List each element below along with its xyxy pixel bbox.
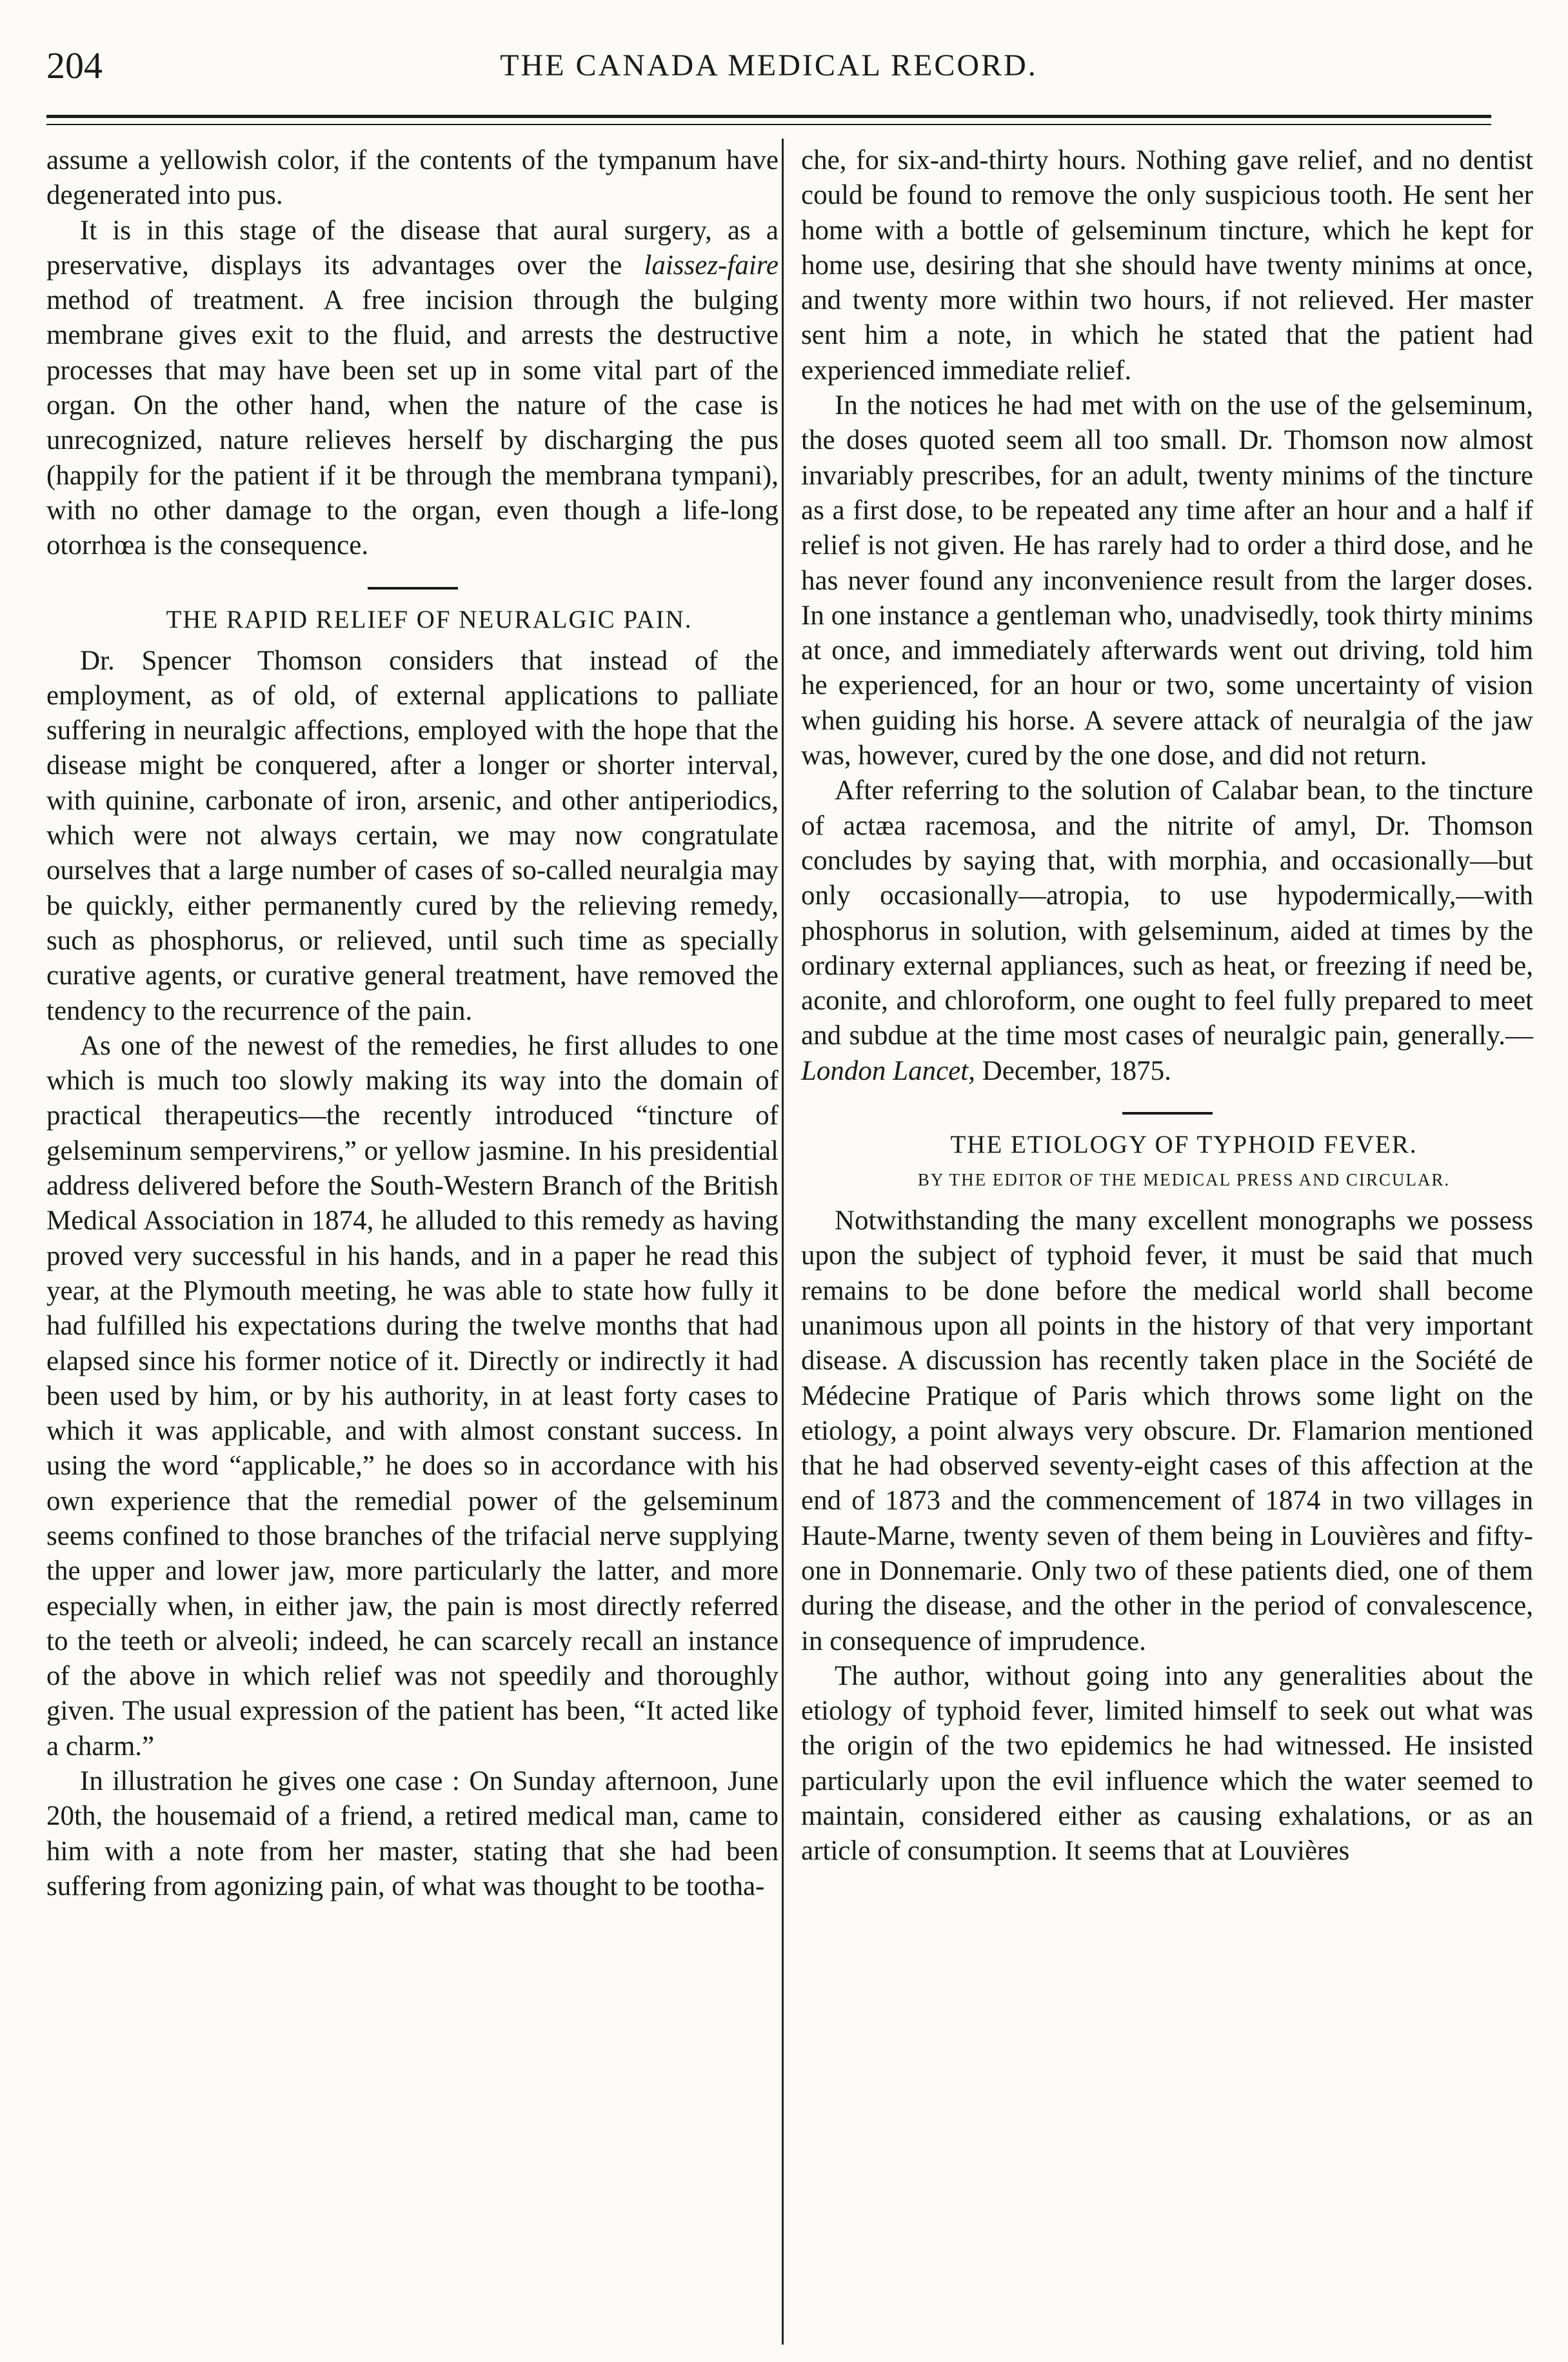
header-rule-thin: [46, 124, 1491, 125]
header-rule-thick: [46, 115, 1491, 118]
paragraph: [46, 213, 779, 564]
column-divider: [782, 139, 784, 2345]
citation-source: London Lancet,: [801, 1055, 975, 1086]
paragraph: Notwithstanding the many excellent monographs we possess upon the subject of typhoid fever, it must be said that much remains to be done before the medical world shall become unanimous upon all points in the history of that very important disease. A discussion has recently taken place in the Société de Médecine Pratique of Paris which throws some light on the etiology, a point always very obscure. Dr. Flamarion mentioned that he had observed seventy-eight cases of this affection at the end of 1873 and the commencement of 1874 in two villages in Haute-Marne, twenty seven of them being in Louvières and fifty-one in Donnemarie. Only two of these patients died, one of them during the disease, and the other in the period of convalescence, in consequence of imprudence.: [801, 1206, 1533, 1656]
paragraph: assume a yellowish color, if the contents of the tympanum have degenerated into pus.: [46, 145, 779, 211]
section-heading: THE RAPID RELIEF OF NEURALGIC PAIN.: [166, 605, 693, 633]
byline: BY THE EDITOR OF THE MEDICAL PRESS AND CIRCULAR.: [917, 1170, 1451, 1190]
paragraph: che, for six-and-thirty hours. Nothing gave relief, and no dentist could be found to remove the only suspicious tooth. He sent her home with a bottle of gelseminum tincture, which he kept for home use, desiring that she should have twenty minims at once, and twenty more within two hours, if not relieved. Her master sent him a note, in which he stated that the patient had experienced immediate relief.: [801, 145, 1533, 386]
paragraph: Dr. Spencer Thomson considers that instead of the employment, as of old, of external applications to palliate suffering in neuralgic affections, employed with the hope that the disease might be conquered, after a longer or shorter interval, with quinine, carbonate of iron, arsenic, and other antiperiodics, which were not always certain, we may now congratulate ourselves that a large number of cases of so-called neuralgia may be quickly, either permanently cured by the relieving remedy, such as phosphorus, or relieved, until such time as specially curative agents, or curative general treatment, have removed the tendency to the recurrence of the pain.: [46, 645, 779, 1026]
italic-term: laissez-faire: [644, 250, 779, 281]
text-run: After referring to the solution of Calabar bean, to the tincture of actæa racemosa, and the nitrite of amyl, Dr. Thomson concludes by saying that, with morphia, and occasionally—but only occasionally—atropia, to use hypodermically,—with phosphorus in solution, with gelseminum, aided at times by the ordinary external appliances, such as heat, or freezing if need be, aconite, and chloroform, one ought to feel fully prepared to meet and subdue at the time most cases of neuralgic pain, generally.—: [801, 775, 1533, 1051]
paragraph: As one of the newest of the remedies, he first alludes to one which is much too slowly making its way into the domain of practical therapeutics—the recently introduced “tincture of gelseminum sempervirens,” or yellow jasmine. In his presidential address delivered before the South-Western Branch of the British Medical Association in 1874, he alluded to this remedy as having proved very successful in his hands, and in a paper he read this year, at the Plymouth meeting, he was able to state how fully it had fulfilled his expectations during the twelve months that had elapsed since his former notice of it. Directly or indirectly it had been used by him, or by his authority, in at least forty cases to which it was applicable, and with almost constant success. In using the word “applicable,” he does so in accordance with his own experience that the remedial power of the gelseminum seems confined to those branches of the trifacial nerve supplying the upper and lower jaw, more particularly the latter, and more especially when, in either jaw, the pain is most directly referred to the teeth or alveoli; indeed, he can scarcely recall an instance of the above in which relief was not speedily and thoroughly given. The usual expression of the patient has been, “It acted like a charm.”: [46, 1030, 779, 1762]
paragraph: In illustration he gives one case : On Sunday afternoon, June 20th, the housemaid of a friend, a retired medical man, came to him with a note from her master, stating that she had been suffering from agonizing pain, of what was thought to be tootha-: [46, 1766, 779, 1901]
text-run: method of treatment. A free incision through the bulging membrane gives exit to the fluid, and arrests the destructive processes that may have been set up in some vital part of the organ. On the other hand, when the nature of the case is unrecognized, nature relieves herself by discharging the pus (happily for the patient if it be through the membrana tympani), with no other damage to the organ, even though a life-long otorrhœa is the consequence.: [46, 285, 779, 561]
left-column: [46, 143, 779, 1904]
page-header: [46, 39, 1491, 103]
page-number: 204: [46, 45, 103, 86]
paragraph: [801, 773, 1533, 1089]
text-run: December, 1875.: [975, 1055, 1171, 1086]
running-head: THE CANADA MEDICAL RECORD.: [500, 48, 1038, 83]
paragraph: In the notices he had met with on the use of the gelseminum, the doses quoted seem all too small. Dr. Thomson now almost invariably prescribes, for an adult, twenty minims of the tincture as a first dose, to be repeated any time after an hour and a half if relief is not given. He has rarely had to order a third dose, and he has never found any inconvenience result from the larger doses. In one instance a gentleman who, unadvisedly, took thirty minims at once, and immediately afterwards went out driving, told him he experienced, for an hour or two, some uncertainty of vision when guiding his horse. A severe attack of neuralgia of the jaw was, however, cured by the one dose, and did not return.: [801, 390, 1533, 771]
paragraph: The author, without going into any generalities about the etiology of typhoid fever, limited himself to seek out what was the origin of the two epidemics he had witnessed. He insisted particularly upon the evil influence which the water seemed to maintain, considered either as causing exhalations, or as an article of consumption. It seems that at Louvières: [801, 1660, 1533, 1867]
section-heading: THE ETIOLOGY OF TYPHOID FEVER.: [950, 1131, 1418, 1159]
text-run: It is in this stage of the disease that aural surgery, as a preservative, displays its advantages over the: [46, 215, 779, 281]
right-column: [801, 143, 1533, 1869]
